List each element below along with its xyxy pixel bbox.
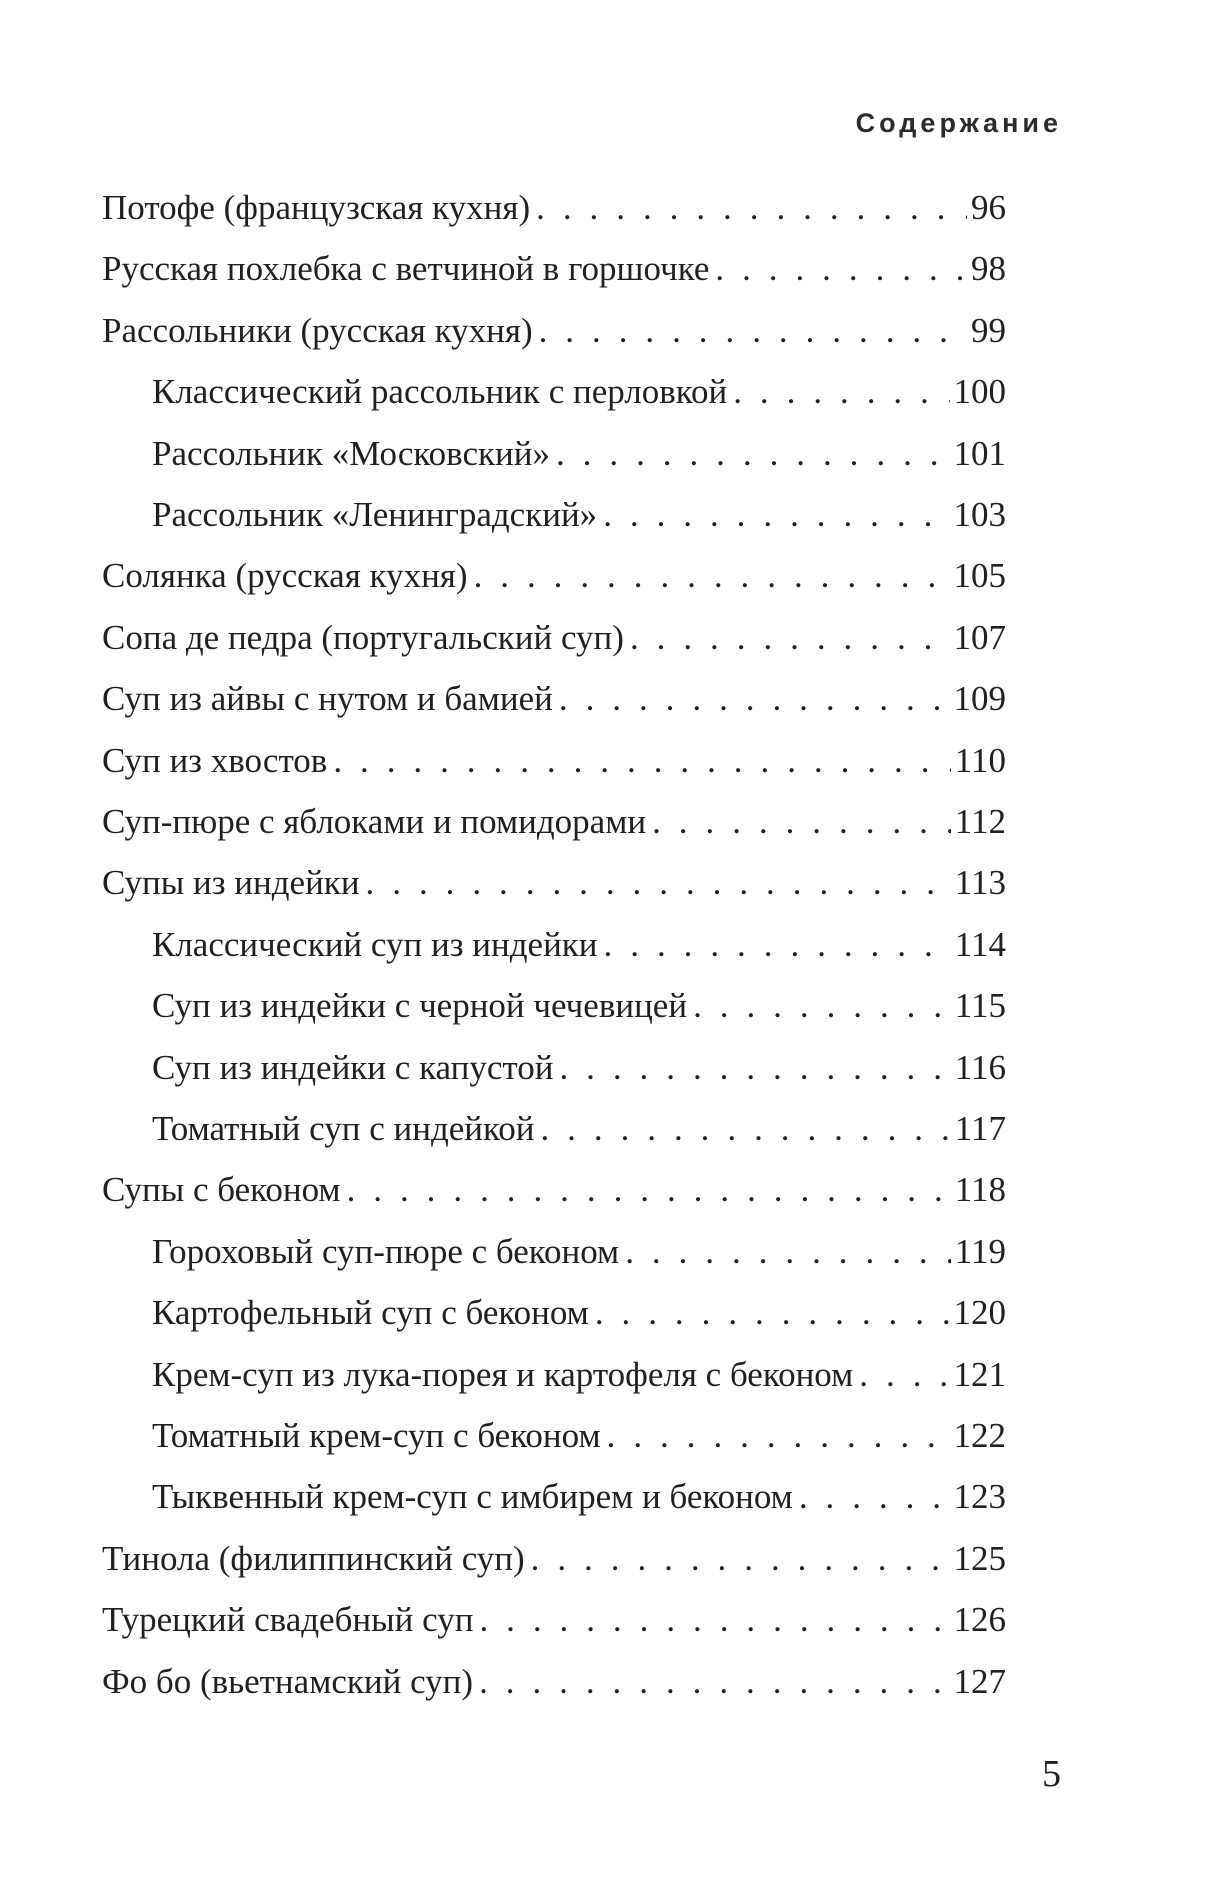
dot-leader <box>799 1475 950 1519</box>
toc-entry-title: Потофе (французская кухня) <box>102 188 531 227</box>
toc-subentry[interactable] <box>0 493 1216 554</box>
toc-entry-title: Крем-суп из лука-порея и картофеля с беконом <box>152 1354 854 1394</box>
toc-entry-page: 115 <box>954 986 1006 1026</box>
toc-entry-page: 99 <box>971 310 1006 350</box>
dot-leader <box>595 1291 950 1335</box>
toc-subentry[interactable] <box>0 432 1216 493</box>
toc-entry[interactable] <box>0 739 1216 800</box>
toc-entry-row <box>152 984 1006 1028</box>
dot-leader <box>536 186 967 230</box>
toc-entry-title: Томатный крем-суп с беконом <box>152 1416 601 1455</box>
dot-leader <box>539 309 967 353</box>
toc-entry[interactable] <box>0 247 1216 308</box>
toc-entry[interactable] <box>0 186 1216 247</box>
toc-entry-row <box>152 1475 1006 1519</box>
toc-entry-row <box>102 1168 1006 1212</box>
toc-entry-title: Суп из айвы с нутом и бамией <box>102 679 553 719</box>
toc-entry[interactable] <box>0 1537 1216 1598</box>
toc-entry-page: 107 <box>953 617 1006 657</box>
toc-entry-row <box>102 309 1006 353</box>
toc-entry-title: Тинола (филиппинский суп) <box>102 1538 525 1578</box>
toc-entry-page: 100 <box>953 372 1006 412</box>
toc-entry[interactable] <box>0 1598 1216 1659</box>
dot-leader <box>607 1414 950 1458</box>
toc-entry[interactable] <box>0 1660 1216 1721</box>
toc-entry-page: 98 <box>971 249 1006 289</box>
toc-entry-row <box>152 1230 1006 1274</box>
dot-leader <box>652 800 951 844</box>
toc-entry-page: 101 <box>953 433 1006 473</box>
dot-leader <box>733 370 949 414</box>
toc-entry-row <box>102 1660 1006 1704</box>
dot-leader <box>559 1046 950 1090</box>
dot-leader <box>479 1598 949 1642</box>
toc-entry-title: Супы из индейки <box>102 863 360 903</box>
toc-entry-page: 112 <box>954 802 1006 841</box>
toc-entry-row <box>152 1107 1006 1151</box>
toc-entry[interactable] <box>0 677 1216 738</box>
toc-subentry[interactable] <box>0 1046 1216 1107</box>
dot-leader <box>559 677 950 721</box>
dot-leader <box>474 554 950 598</box>
toc-entry-page: 117 <box>954 1109 1006 1148</box>
toc-entry-title: Картофельный суп с беконом <box>152 1293 589 1333</box>
toc-entry-row <box>102 1537 1006 1581</box>
toc-entry-row <box>152 1291 1006 1335</box>
toc-entry[interactable] <box>0 616 1216 677</box>
dot-leader <box>604 923 951 967</box>
toc-entry-title: Рассольник «Ленинградский» <box>152 495 598 534</box>
dot-leader <box>625 1230 951 1274</box>
toc-entry-title: Томатный суп с индейкой <box>152 1109 535 1148</box>
toc-entry-title: Суп из индейки с черной чечевицей <box>152 986 688 1026</box>
toc-subentry[interactable] <box>0 1353 1216 1414</box>
toc-entry-page: 103 <box>953 495 1006 534</box>
toc-entry-title: Гороховый суп-пюре с беконом <box>152 1231 620 1271</box>
toc-entry-title: Суп из индейки с капустой <box>152 1047 554 1087</box>
toc-subentry[interactable] <box>0 1230 1216 1291</box>
toc-entry-row <box>102 247 1006 291</box>
toc-entry-row <box>102 677 1006 721</box>
dot-leader <box>347 1168 951 1212</box>
toc-subentry[interactable] <box>0 1107 1216 1168</box>
dot-leader <box>693 984 951 1028</box>
toc-entry-page: 120 <box>953 1293 1006 1333</box>
toc-entry-row <box>102 739 1006 783</box>
toc-entry-row <box>152 923 1006 967</box>
toc-entry[interactable] <box>0 309 1216 370</box>
dot-leader <box>531 1537 950 1581</box>
toc-entry-row <box>152 1353 1006 1397</box>
dot-leader <box>715 247 967 291</box>
toc-entry[interactable] <box>0 1168 1216 1229</box>
toc-entry-title: Фо бо (вьетнамский суп) <box>102 1661 474 1701</box>
toc-entry-row <box>152 370 1006 414</box>
page-number: 5 <box>1042 1753 1061 1795</box>
toc-entry-row <box>102 800 1006 844</box>
toc-subentry[interactable] <box>0 923 1216 984</box>
toc-entry-row <box>102 186 1006 230</box>
dot-leader <box>630 616 950 660</box>
toc-entry-page: 109 <box>953 679 1006 719</box>
toc-entry-page: 122 <box>953 1416 1006 1455</box>
dot-leader <box>556 432 950 476</box>
toc-entry-page: 123 <box>953 1477 1006 1517</box>
toc-entry-title: Рассольники (русская кухня) <box>102 310 533 350</box>
toc-entry-row <box>152 1414 1006 1458</box>
toc-entry-row <box>152 493 1006 537</box>
toc-entry-page: 114 <box>954 924 1006 964</box>
toc-entry-row <box>152 1046 1006 1090</box>
toc-entry[interactable] <box>0 800 1216 861</box>
toc-entry-page: 118 <box>954 1170 1006 1210</box>
toc-entry-page: 125 <box>953 1538 1006 1578</box>
toc-entry[interactable] <box>0 554 1216 615</box>
toc-entry-page: 116 <box>954 1047 1006 1087</box>
toc-subentry[interactable] <box>0 984 1216 1045</box>
toc-entry-title: Суп-пюре с яблоками и помидорами <box>102 802 647 841</box>
toc-entry-title: Русская похлебка с ветчиной в горшочке <box>102 249 710 289</box>
toc-entry-page: 127 <box>953 1661 1006 1701</box>
dot-leader <box>333 739 950 783</box>
toc-entry-page: 110 <box>954 740 1006 780</box>
toc-subentry[interactable] <box>0 370 1216 431</box>
toc-subentry[interactable] <box>0 1414 1216 1475</box>
toc-entry-row <box>102 616 1006 660</box>
toc-entry-title: Классический рассольник с перловкой <box>152 372 728 412</box>
toc-entry[interactable] <box>0 861 1216 922</box>
toc-entry-row <box>102 1598 1006 1642</box>
toc-entry-title: Супы с беконом <box>102 1170 341 1210</box>
dot-leader <box>603 493 949 537</box>
toc-entry-page: 105 <box>953 556 1006 596</box>
dot-leader <box>540 1107 950 1151</box>
running-header: Содержание <box>855 108 1062 138</box>
dot-leader <box>366 861 951 905</box>
dot-leader <box>479 1660 949 1704</box>
toc-subentry[interactable] <box>0 1475 1216 1536</box>
toc-entry-title: Тыквенный крем-суп с имбирем и беконом <box>152 1477 793 1517</box>
toc-entry-row <box>102 861 1006 905</box>
toc-entry-page: 121 <box>953 1354 1006 1394</box>
dot-leader <box>859 1353 949 1397</box>
toc-entry-page: 119 <box>954 1231 1006 1271</box>
toc-entry-title: Классический суп из индейки <box>152 924 598 964</box>
toc-subentry[interactable] <box>0 1291 1216 1352</box>
toc-entry-page: 96 <box>971 188 1006 227</box>
toc-entry-page: 113 <box>954 863 1006 903</box>
toc-entry-title: Суп из хвостов <box>102 740 328 780</box>
toc-entry-title: Солянка (русская кухня) <box>102 556 468 596</box>
toc-entry-page: 126 <box>953 1600 1006 1640</box>
toc-entry-row <box>102 554 1006 598</box>
toc-entry-title: Сопа де педра (португальский суп) <box>102 617 624 657</box>
toc-entry-row <box>152 432 1006 476</box>
toc-entry-title: Турецкий свадебный суп <box>102 1600 474 1640</box>
toc-entry-title: Рассольник «Московский» <box>152 433 550 473</box>
